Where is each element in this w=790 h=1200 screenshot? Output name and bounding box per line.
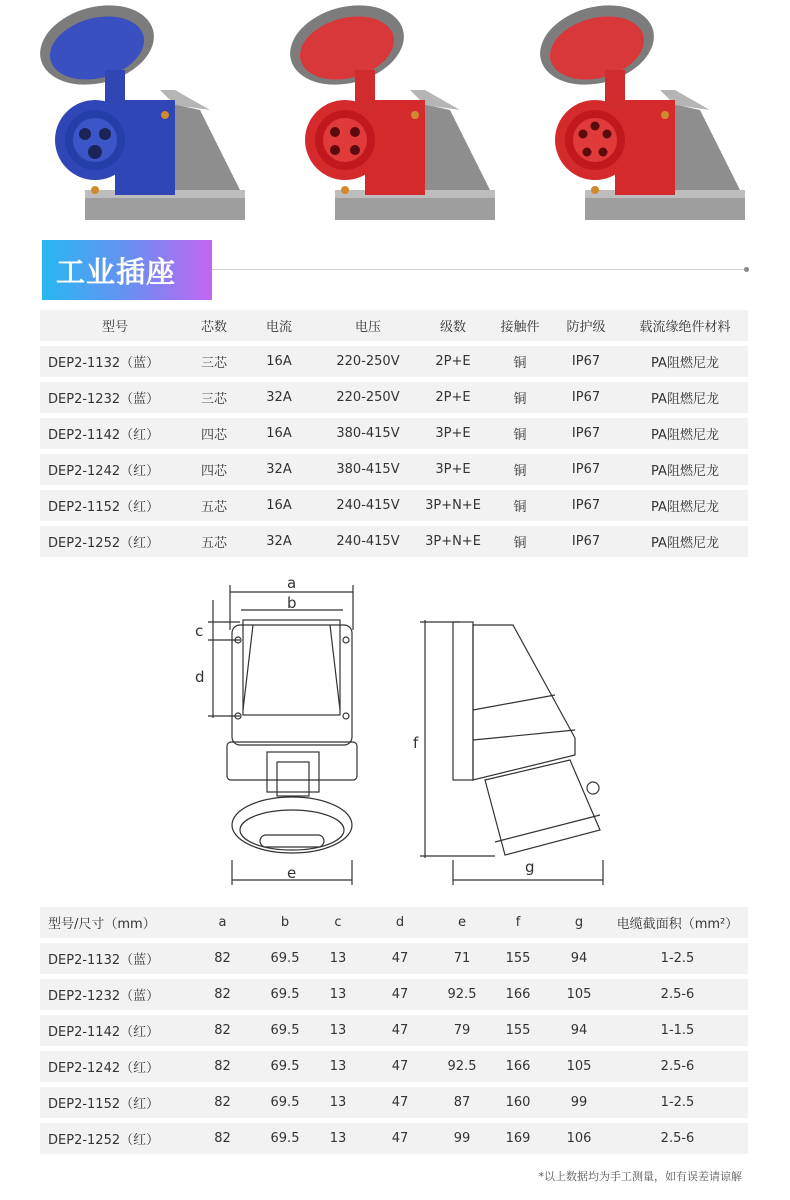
table-cell: 69.5: [255, 943, 315, 974]
table-cell: PA阻燃尼龙: [622, 418, 748, 449]
header-cell: b: [255, 907, 315, 938]
table-cell: 87: [439, 1087, 485, 1118]
table-cell: 3P+N+E: [416, 490, 490, 521]
table-cell: 155: [485, 943, 551, 974]
table-cell: 16A: [238, 490, 320, 521]
table-cell: 106: [551, 1123, 607, 1154]
table-cell: 82: [190, 1015, 255, 1046]
table-cell: 13: [315, 1051, 361, 1082]
table-row: [40, 454, 748, 485]
table-cell: IP67: [550, 454, 622, 485]
table-cell: 2.5-6: [607, 979, 748, 1010]
table-cell: 92.5: [439, 979, 485, 1010]
dim-label-d: d: [195, 668, 205, 686]
table-cell: IP67: [550, 346, 622, 377]
table-cell: DEP2-1142（红）: [40, 1015, 190, 1046]
table-cell: 47: [361, 1051, 439, 1082]
dim-label-a: a: [287, 574, 297, 592]
header-cell: d: [361, 907, 439, 938]
table-row: [40, 418, 748, 449]
table-cell: 47: [361, 1087, 439, 1118]
table-cell: 2.5-6: [607, 1123, 748, 1154]
table-row: [40, 1123, 748, 1154]
table-cell: 13: [315, 1087, 361, 1118]
side-view: [413, 620, 603, 885]
table-cell: 92.5: [439, 1051, 485, 1082]
table-cell: 1-1.5: [607, 1015, 748, 1046]
dimension-drawing: [195, 570, 625, 895]
section-title-banner: [42, 240, 212, 300]
table-cell: 13: [315, 1123, 361, 1154]
header-cell: 型号/尺寸（mm）: [40, 907, 190, 938]
product-photos: [0, 0, 790, 235]
table-cell: 16A: [238, 346, 320, 377]
table-cell: 380-415V: [320, 418, 416, 449]
header-cell: 载流缘绝件材料: [622, 310, 748, 341]
table-cell: DEP2-1242（红）: [40, 454, 190, 485]
table-cell: DEP2-1152（红）: [40, 1087, 190, 1118]
footnote: *以上数据均为手工测量，如有误差请谅解: [538, 1170, 742, 1183]
table-cell: 3P+E: [416, 418, 490, 449]
table-cell: 32A: [238, 526, 320, 557]
header-cell: a: [190, 907, 255, 938]
table-cell: 166: [485, 1051, 551, 1082]
table-cell: 220-250V: [320, 346, 416, 377]
title-divider: [212, 269, 745, 270]
table-cell: 105: [551, 979, 607, 1010]
table-cell: 四芯: [190, 454, 238, 485]
header-cell: e: [439, 907, 485, 938]
table-cell: 155: [485, 1015, 551, 1046]
table-cell: DEP2-1242（红）: [40, 1051, 190, 1082]
table-cell: 240-415V: [320, 490, 416, 521]
table-cell: DEP2-1142（红）: [40, 418, 190, 449]
table-cell: DEP2-1132（蓝）: [40, 346, 190, 377]
table-cell: 32A: [238, 454, 320, 485]
table-cell: 82: [190, 1051, 255, 1082]
dim-label-g: g: [525, 858, 535, 876]
table-cell: DEP2-1252（红）: [40, 1123, 190, 1154]
table-row: [40, 346, 748, 377]
table-cell: DEP2-1132（蓝）: [40, 943, 190, 974]
table-cell: PA阻燃尼龙: [622, 346, 748, 377]
table-cell: IP67: [550, 490, 622, 521]
table-cell: 三芯: [190, 382, 238, 413]
table-row: [40, 943, 748, 974]
table-cell: 铜: [490, 490, 550, 521]
table-cell: 铜: [490, 382, 550, 413]
title-divider-dot: [744, 267, 749, 272]
header-cell: 电流: [238, 310, 320, 341]
header-cell: 电缆截面积（mm²）: [607, 907, 748, 938]
red-5pin-socket-image: [525, 0, 755, 235]
table-cell: 99: [439, 1123, 485, 1154]
table-cell: 铜: [490, 346, 550, 377]
table-cell: 166: [485, 979, 551, 1010]
section-title: 工业插座: [56, 255, 177, 289]
table-cell: 69.5: [255, 979, 315, 1010]
table-cell: PA阻燃尼龙: [622, 382, 748, 413]
table-cell: 13: [315, 943, 361, 974]
table-cell: 82: [190, 943, 255, 974]
table-cell: 32A: [238, 382, 320, 413]
table-cell: 铜: [490, 454, 550, 485]
table-cell: 69.5: [255, 1123, 315, 1154]
table-cell: 13: [315, 1015, 361, 1046]
table-cell: 79: [439, 1015, 485, 1046]
header-cell: 接触件: [490, 310, 550, 341]
table-cell: 2P+E: [416, 382, 490, 413]
table-cell: 3P+E: [416, 454, 490, 485]
table-cell: 69.5: [255, 1087, 315, 1118]
table-cell: 82: [190, 1087, 255, 1118]
table-cell: 四芯: [190, 418, 238, 449]
table-cell: PA阻燃尼龙: [622, 490, 748, 521]
table-cell: IP67: [550, 418, 622, 449]
table-cell: 160: [485, 1087, 551, 1118]
spec-table: [40, 305, 748, 562]
table-row: [40, 382, 748, 413]
table-cell: 五芯: [190, 526, 238, 557]
table-cell: 五芯: [190, 490, 238, 521]
table-cell: 铜: [490, 418, 550, 449]
table-cell: IP67: [550, 526, 622, 557]
table-cell: DEP2-1232（蓝）: [40, 382, 190, 413]
dim-label-c: c: [195, 622, 204, 640]
dim-label-b: b: [287, 594, 297, 612]
front-view: [195, 574, 357, 885]
header-cell: g: [551, 907, 607, 938]
table-cell: PA阻燃尼龙: [622, 526, 748, 557]
table-cell: 铜: [490, 526, 550, 557]
dim-label-f: f: [413, 734, 419, 752]
table-cell: 3P+N+E: [416, 526, 490, 557]
header-cell: f: [485, 907, 551, 938]
table-cell: 94: [551, 1015, 607, 1046]
table-cell: 47: [361, 1123, 439, 1154]
table-cell: 380-415V: [320, 454, 416, 485]
header-cell: 型号: [40, 310, 190, 341]
table-row: [40, 979, 748, 1010]
table-cell: 1-2.5: [607, 943, 748, 974]
table-cell: 71: [439, 943, 485, 974]
table-cell: 47: [361, 1015, 439, 1046]
table-cell: 69.5: [255, 1051, 315, 1082]
dim-label-e: e: [287, 864, 297, 882]
table-cell: 16A: [238, 418, 320, 449]
table-cell: 169: [485, 1123, 551, 1154]
red-4pin-socket-image: [275, 0, 505, 235]
table-cell: DEP2-1232（蓝）: [40, 979, 190, 1010]
header-cell: 芯数: [190, 310, 238, 341]
spec-table-header: [40, 310, 748, 341]
table-row: [40, 490, 748, 521]
table-cell: 240-415V: [320, 526, 416, 557]
table-cell: 2P+E: [416, 346, 490, 377]
table-cell: IP67: [550, 382, 622, 413]
table-cell: 82: [190, 1123, 255, 1154]
table-cell: 三芯: [190, 346, 238, 377]
table-cell: 105: [551, 1051, 607, 1082]
header-cell: c: [315, 907, 361, 938]
table-cell: 2.5-6: [607, 1051, 748, 1082]
table-cell: 47: [361, 979, 439, 1010]
header-cell: 级数: [416, 310, 490, 341]
blue-3pin-socket-image: [25, 0, 255, 235]
table-row: [40, 1087, 748, 1118]
table-cell: DEP2-1252（红）: [40, 526, 190, 557]
table-cell: 220-250V: [320, 382, 416, 413]
table-cell: 82: [190, 979, 255, 1010]
table-row: [40, 526, 748, 557]
table-cell: 69.5: [255, 1015, 315, 1046]
dimension-table: [40, 902, 748, 1159]
table-cell: 47: [361, 943, 439, 974]
table-cell: PA阻燃尼龙: [622, 454, 748, 485]
table-cell: 94: [551, 943, 607, 974]
table-cell: 99: [551, 1087, 607, 1118]
header-cell: 防护级: [550, 310, 622, 341]
table-row: [40, 1051, 748, 1082]
dimension-table-header: [40, 907, 748, 938]
table-cell: 1-2.5: [607, 1087, 748, 1118]
table-cell: DEP2-1152（红）: [40, 490, 190, 521]
table-cell: 13: [315, 979, 361, 1010]
header-cell: 电压: [320, 310, 416, 341]
table-row: [40, 1015, 748, 1046]
